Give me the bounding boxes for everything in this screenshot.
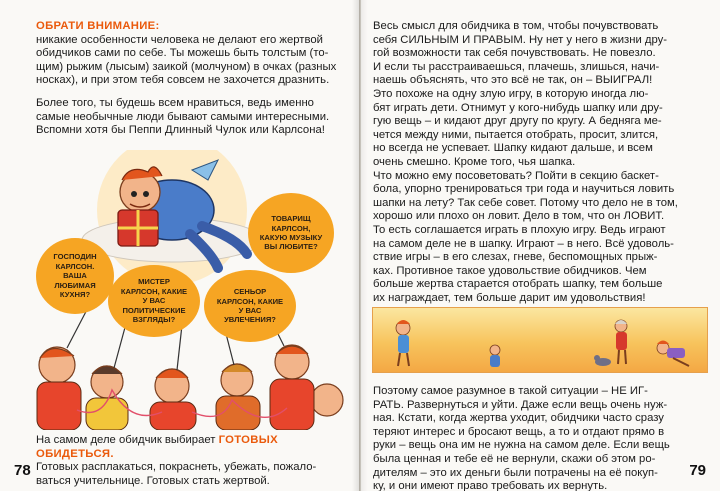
advice-line: была ценная и тебе её не вернули, скажи об этом ро-	[373, 452, 656, 465]
intro-line: щим) рыжим (лысым) заикой (молчуном) в очках (разных	[36, 60, 337, 73]
attention-lead: ОБРАТИ ВНИМАНИЕ:	[36, 20, 160, 32]
text-line: на самом деле не в шапку. Играют – в него. Всё удоволь-	[373, 237, 674, 250]
text-line: гую вещь – и кидают друг другу по кругу. А бедняга ме-	[373, 115, 662, 128]
text-line: бят играть дети. Отнимут у кого-нибудь шапку или дру-	[373, 101, 663, 114]
text-line: гой возможности так себя почувствовать. Не повезло.	[373, 47, 656, 60]
second-paragraph	[36, 97, 348, 138]
text-line: Это похоже на одну злую игру, в которую иногда лю-	[373, 87, 649, 100]
text-line: но всегда не успевает. Шапку кидают дальше, и всем	[373, 142, 653, 155]
advice-line: ная. Кстати, когда жертва уходит, обидчики часто сразу	[373, 412, 664, 425]
advice-line: дителям – это их деньги были потрачены на её покуп-	[373, 466, 658, 479]
text-line: больше жертва старается отобрать шапку, тем больше	[373, 278, 663, 291]
conclusion-paragraph	[36, 434, 356, 488]
text-line: себя СИЛЬНЫМ И ПРАВЫМ. Ну нет у него в жизни дру-	[373, 33, 668, 46]
text-line: их награждает, тем больше дарит им удовольствия!	[373, 291, 646, 304]
advice-line: теряют интерес и бросают вещь, а то и отдают прямо в	[373, 425, 665, 438]
second-line: Вспомни хотя бы Пеппи Длинный Чулок или Карлсона!	[36, 124, 325, 137]
page-number-left: 78	[14, 462, 31, 479]
text-line: Что можно ему посоветовать? Пойти в секцию баскет-	[373, 169, 659, 182]
text-line: хорошо или плохо он ловит. Дело в том, что он ЛОВИТ.	[373, 210, 665, 223]
advice-text-block	[373, 385, 703, 491]
advice-line: РАТЬ. Развернуться и уйти. Даже если вещь очень нуж-	[373, 398, 668, 411]
second-line: самые необычные люди бывают самыми интересными.	[36, 110, 330, 123]
intro-line: обидчиков сами по себе. Ты можешь быть толстым (то-	[36, 47, 329, 60]
advice-line: руки – вещь она им не нужна на самом деле. Если вещь	[373, 439, 670, 452]
second-line: Более того, ты будешь всем нравиться, ведь именно	[36, 97, 314, 109]
bubble-hobbies-question: СЕНЬОР КАРЛСОН, КАКИЕ У ВАС УВЛЕЧЕНИЯ?	[204, 270, 296, 342]
text-line: бола, упорно тренироваться три года и научиться ловить	[373, 183, 675, 196]
text-line: наешь объяснять, что это всё не так, он – ВЫИГРАЛ!	[373, 74, 653, 87]
page-number-right: 79	[689, 462, 706, 479]
bubble-music-question: ТОВАРИЩ КАРЛСОН, КАКУЮ МУЗЫКУ ВЫ ЛЮБИТЕ?	[248, 193, 334, 273]
text-line: очень смешно. Кроме того, чья шапка.	[373, 155, 576, 168]
text-line: чется между ними, пытается отобрать, просит, злится,	[373, 128, 659, 141]
advice-line: Поэтому самое разумное в такой ситуации – НЕ ИГ-	[373, 385, 648, 397]
bubble-cuisine-question: ГОСПОДИН КАРЛСОН. ВАША ЛЮБИМАЯ КУХНЯ?	[36, 238, 114, 314]
text-line: ках. Противное такое удовольствие обидчиков. Чем	[373, 264, 647, 277]
conclusion-line: Готовых расплакаться, покраснеть, убежать, пожало-	[36, 461, 317, 474]
advice-line: ку, и они имеют право требовать их вернуть.	[373, 480, 608, 491]
conclusion-prefix: На самом деле обидчик выбирает	[36, 434, 216, 446]
intro-line: носках), и при этом тебя совсем не захочется дразнить.	[36, 74, 330, 87]
main-text-block	[373, 20, 703, 305]
conclusion-line: ваться учительнице. Готовых стать жертвой.	[36, 474, 270, 487]
hat-game-illustration	[372, 307, 708, 373]
text-line: То есть соглашается играть в плохую игру. Ведь играют	[373, 223, 666, 236]
intro-paragraph	[36, 20, 346, 88]
ready-to-be-offended-highlight: ГОТОВЫХ ОБИДЕТЬСЯ.	[36, 434, 278, 460]
page-right	[360, 0, 720, 491]
intro-line: никакие особенности человека не делают его жертвой	[36, 33, 323, 46]
text-line: И если ты расстраиваешься, плачешь, злишься, начи-	[373, 60, 660, 73]
text-line: ствие игры – в его слезах, гневе, беспомощных прыж-	[373, 251, 658, 264]
text-line: Весь смысл для обидчика в том, чтобы почувствовать	[373, 20, 659, 32]
bubble-politics-question: МИСТЕР КАРЛСОН, КАКИЕ У ВАС ПОЛИТИЧЕСКИЕ ВЗГЛЯДЫ?	[108, 265, 200, 337]
text-line: шапки на лету? Так себе совет. Потому что дело не в том,	[373, 196, 678, 209]
